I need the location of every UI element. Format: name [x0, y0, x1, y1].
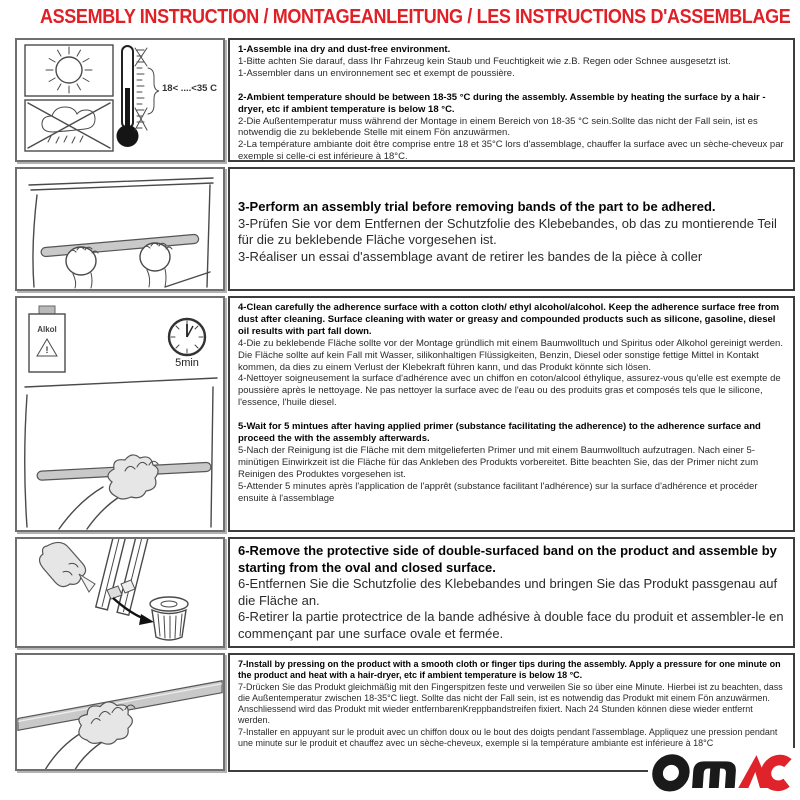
logo-letter-o [657, 760, 685, 787]
text-box-steps-1-2 [228, 38, 795, 162]
clock-icon [169, 319, 205, 369]
crossed-out-range-marks [135, 48, 147, 130]
step4-fr: 4-Nettoyer soigneusement la surface d'adhérence avec un chiffon en coton/alcool éthylique, assurez-vous qu'elle est exempte de poussière après le nettoyage. Ne pas nettoyer la surface avec de l'eau ou des produits gras et composés tels que le silicone, l'essence, l'huile diesel. [238, 373, 781, 409]
step7-fr: 7-Installer en appuyant sur le produit avec un chiffon doux ou le bout des doigts pendant l'assemblage. Appliquez une pression pendant une minute sur le produit et chauffez avec un sèche-cheveux, exemple si la température ambiante est inférieure à 18°C [238, 726, 778, 749]
omac-logo-svg [652, 751, 794, 793]
wiping-hand-icon [59, 455, 158, 529]
range-brace [148, 68, 159, 114]
step1-en: 1-Assemble ina dry and dust-free environment. [238, 44, 451, 55]
car-door-outline [25, 378, 217, 527]
product-strips [96, 539, 148, 615]
illustration-cleaning [15, 296, 225, 532]
step4-de: 4-Die zu beklebende Fläche sollte vor der Montage gründlich mit einem Baumwolltuch und Spiritus oder Alkohol gereinigt werden. Die Fläche sollte auf kein Fall mit Wasser, silikonhaltigen Flüssigkeiten, Benzin, Diesel oder sonstige fettige Mittel in Kontakt kommen, da dies zu einem Verlust der Klebekraft führen kann, und das Produkt könnte sich lösen. [238, 337, 783, 373]
step3-en: 3-Perform an assembly trial before removing bands of the part to be adhered. [238, 199, 716, 214]
step5-de: 5-Nach der Reinigung ist die Fläche mit dem mitgelieferten Primer und mit einem Baumwolltuch aufzutragen. Nach einer 5-minütigen Einwirkzeit ist die Fläche für das Ankleben des Produkts vorbereitet. Bitte beachten Sie, das der Primer nicht zum Reinigen des Produktes vorgesehen ist. [238, 444, 759, 480]
peeling-hand-icon [40, 542, 96, 592]
text-box-step-6 [228, 537, 795, 648]
row-trial [0, 167, 800, 291]
left-hand-icon [66, 247, 98, 288]
clock-label: 5min [175, 357, 199, 369]
illustration-environment [15, 38, 225, 162]
page-title: ASSEMBLY INSTRUCTION / MONTAGEANLEITUNG / LES INSTRUCTIONS D'ASSEMBLAGE [40, 6, 791, 28]
trial-fit-illustration-svg [17, 169, 223, 289]
logo-letter-c [765, 760, 788, 786]
right-hand-icon [140, 243, 172, 287]
thermometer-icon [117, 46, 218, 147]
step5-en: 5-Wait for 5 mintues after having applied primer (substance facilitating the adherence) to the adherence surface and proceed the with the assembly afterwards. [238, 421, 761, 445]
step1-de: 1-Bitte achten Sie darauf, dass Ihr Fahrzeug kein Staub und Feuchtigkeit wie z.B. Regen oder Schnee ausgesetzt ist. [238, 55, 731, 67]
step3-fr: 3-Réaliser un essai d'assemblage avant de retirer les bandes de la pièce à coller [238, 248, 703, 264]
step7-en: 7-Install by pressing on the product with a smooth cloth or finger tips during the assembly. Apply a pressure for one minute on the product and heat with a hair-dryer, etc if ambient temperature is below 18 °C. [238, 659, 781, 681]
cleaning-illustration-svg [17, 298, 223, 530]
no-rain-icon [25, 100, 113, 151]
text-box-step-3 [228, 167, 795, 291]
illustration-peel-band [15, 537, 225, 648]
step6-de: 6-Entfernen Sie die Schutzfolie des Klebebandes und bringen Sie das Produkt passgenau auf die Fläche an. [238, 576, 778, 608]
illustration-press-install [15, 653, 225, 771]
step1-fr: 1-Assembler dans un environnement sec et exempt de poussière. [238, 67, 515, 79]
text-box-steps-4-5 [228, 296, 795, 532]
bottle-label: Alkol [37, 325, 57, 334]
alcohol-bottle-icon [29, 306, 65, 372]
sun-icon [25, 45, 113, 96]
warning-mark: ! [45, 345, 49, 355]
step2-fr: 2-La température ambiante doit être comprise entre 18 et 35°C lors d'assemblage, chauffer la surface avec un sèche-cheveux par exemple si celle-ci est inférieure à 18°C. [238, 139, 784, 163]
step5-fr: 5-Attender 5 minutes après l'application de l'apprêt (substance facilitant l'adhérence) sur la surface d'adhérence et procéder ensuite à l'assemblage [238, 480, 758, 504]
peel-band-illustration-svg [17, 539, 223, 646]
step6-en: 6-Remove the protective side of double-surfaced band on the product and assemble by starting from the oval and closed surface. [238, 543, 777, 575]
illustration-trial-fit [15, 167, 225, 291]
row-environment [0, 38, 800, 162]
environment-illustration-svg [17, 40, 223, 160]
temp-range-label: 18< ....<35 C [162, 83, 217, 94]
step3-de: 3-Prüfen Sie vor dem Entfernen der Schutzfolie des Klebebandes, ob das zu montierende Teil für die zu beklebende Fläche vorgesehen ist. [238, 215, 777, 248]
arrow-head [139, 614, 154, 625]
row-clean-primer [0, 296, 800, 532]
car-door-outline [29, 178, 213, 287]
omac-logo [648, 748, 798, 796]
step2-de: 2-Die Außentemperatur muss während der Montage in einem Bereich von 18-35 °C sein.Sollte das nicht der Fall sein, ist es notwendig die zu beklebende Stelle mit einem Fön anzuwärmen. [238, 115, 758, 139]
trash-bin-icon [150, 597, 188, 640]
logo-letter-m [692, 761, 736, 788]
press-install-illustration-svg [17, 655, 223, 769]
step2-en: 2-Ambient temperature should be between 18-35 °C during the assembly. Assemble by heating the surface by a hair -dryer, etc if ambient temperature is below 18 °C. [238, 91, 766, 115]
step7-de: 7-Drücken Sie das Produkt gleichmäßig mit den Fingerspitzen feste und verweilen Sie so über eine Minute. Hierbei ist zu beachten, dass die Außentemperatur zwischen 18-35°C liegt. Sollte das nicht der Fall sein, ist es notwendig das Produkt mit einem Fön anzuwärmen. Anschliessend wird das Produkt mit wieder entfernbarenKreppbandstreifen fixiert. Nach 24 Stunden können diese wieder entfernt werden. [238, 681, 783, 726]
step4-en: 4-Clean carefully the adherence surface with a cotton cloth/ ethyl alcohol/alcohol. Keep the adherence surface free from dust after cleaning. Surface cleaning with water or greasy and compounded products such as silicone, gasoline, diesel oil results with part fall down. [238, 302, 780, 337]
trim-strip [41, 234, 199, 257]
row-remove-band [0, 537, 800, 648]
step6-fr: 6-Retirer la partie protectrice de la bande adhésive à double face du produit et assembler-le en commençant par une surface ovale et fermée. [238, 609, 784, 641]
